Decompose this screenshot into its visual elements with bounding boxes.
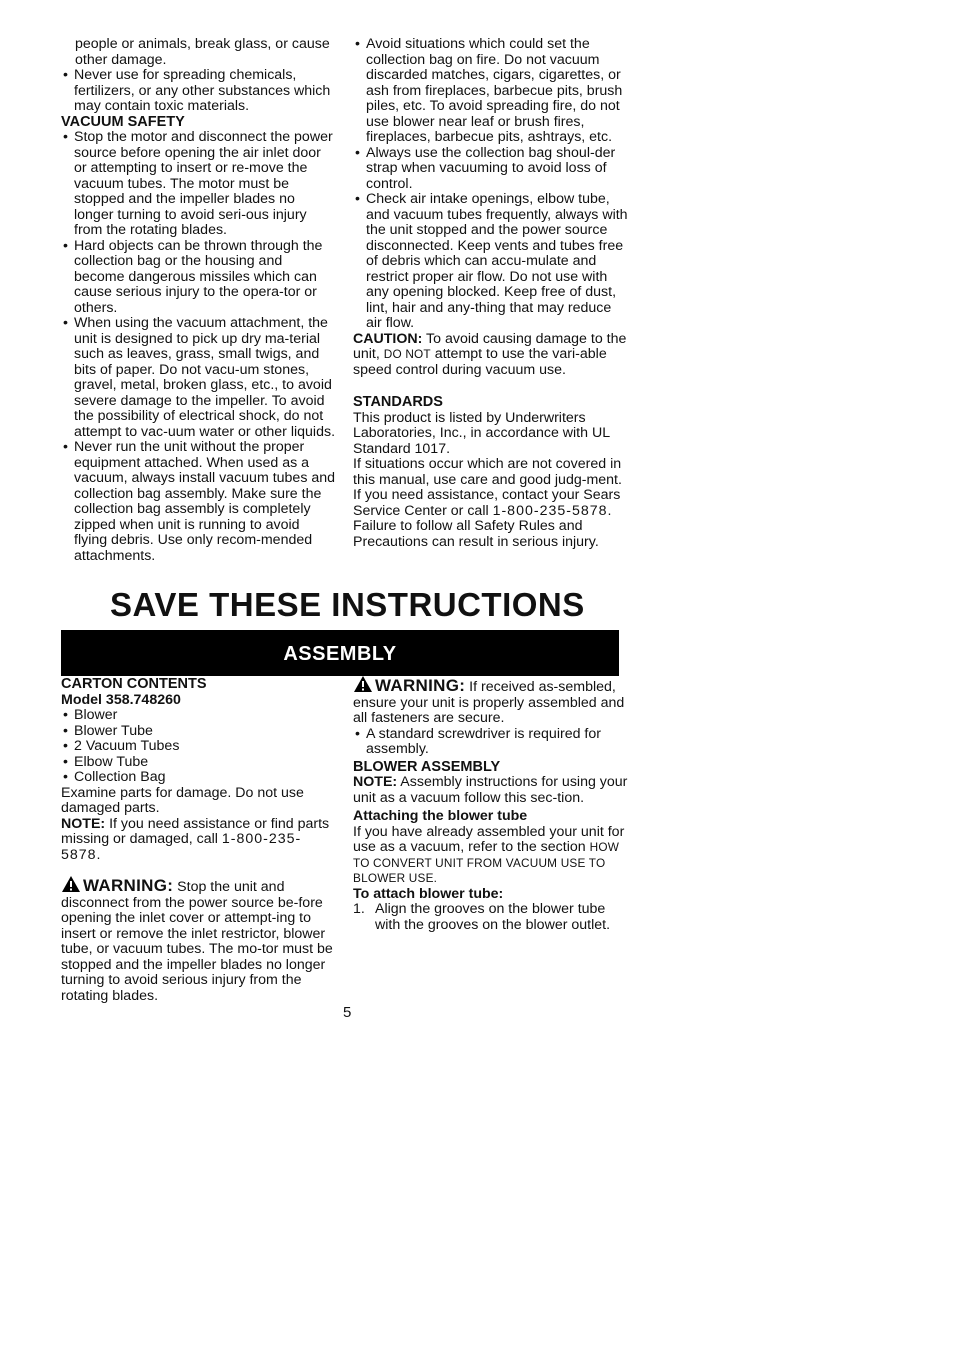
caution-text-b: attempt to use the vari-able speed control during vacuum use. <box>353 346 607 378</box>
list-item: • Check air intake openings, elbow tube, and vacuum tubes frequently, always with the unit stopped and the power source disconnected. Keep vents and tubes free of debris which can accu-mulate and restrict proper air flow. Do not use with any opening blocked. Keep free of dust, lint, hair and any-thing that may reduce air flow. <box>353 192 628 332</box>
list-item: • Hard objects can be thrown through the collection bag or the housing and become dangerous missiles which can cause serious injury to the opera-tor or others. <box>61 239 336 317</box>
note-text: If you need assistance or find parts missing or damaged, call <box>61 815 330 847</box>
bullet-list-a <box>61 68 336 115</box>
note-phone: 1-800-235-5878. <box>61 831 302 863</box>
carton-contents-heading: CARTON CONTENTS <box>61 676 207 692</box>
attaching-heading: Attaching the blower tube <box>353 808 528 824</box>
warning-text: Stop the unit and disconnect from the power source be-fore opening the inlet cover or attempt-ing to insert or remove the inlet restrictor, blower tube, or vacuum tubes. The mo-tor must be stopped and the impeller blades no longer turning to avoid serious injury from the rotating blades. <box>61 879 333 1004</box>
standards-text-a: If situations occur which are not covered in this manual, use care and good judg-ment. If you need assistance, contact your Sears Service Center or call <box>353 456 622 519</box>
caution-label: CAUTION: <box>353 330 423 347</box>
note-paragraph <box>353 775 628 806</box>
continued-text: people or animals, break glass, or cause other damage. <box>75 36 330 68</box>
list-item: • Blower Tube <box>61 724 336 740</box>
model-number: Model 358.748260 <box>61 691 181 708</box>
warning-triangle-icon <box>353 675 373 693</box>
right-column-bottom <box>353 676 628 933</box>
caution-do-not: DO NOT <box>383 347 431 361</box>
steps-list <box>353 902 628 933</box>
list-item: • Avoid situations which could set the collection bag on fire. Do not vacuum discarded matches, cigars, cigarettes, or ash from fireplaces, barbecue pits, brush piles, etc. To avoid spreading fire, do not use blower near leaf or brush fires, fireplaces, barbecue pits, ashtrays, etc. <box>353 37 628 146</box>
note-text: Assembly instructions for using your unit as a vacuum follow this sec-tion. <box>353 774 628 806</box>
attaching-paragraph <box>353 825 628 887</box>
warning-triangle-icon <box>61 875 81 893</box>
list-item: • Always use the collection bag shoul-der strap when vacuuming to avoid loss of control. <box>353 146 628 193</box>
save-instructions-title: SAVE THESE INSTRUCTIONS <box>110 586 585 623</box>
page-number: 5 <box>343 1004 352 1021</box>
attaching-text: If you have already assembled your unit for use as a vacuum, refer to the section <box>353 823 625 855</box>
examine-text: Examine parts for damage. Do not use damaged parts. <box>61 784 304 816</box>
warning-label: WARNING: <box>83 876 174 895</box>
blower-assembly-heading: BLOWER ASSEMBLY <box>353 758 501 775</box>
step-text: Align the grooves on the blower tube with the grooves on the blower outlet. <box>375 901 611 933</box>
warning-label: WARNING: <box>375 676 466 695</box>
list-item: • Collection Bag <box>61 770 336 786</box>
step-item <box>353 902 628 933</box>
warning-paragraph <box>353 675 628 727</box>
assembly-bullet-list <box>353 727 628 758</box>
assembly-banner: ASSEMBLY <box>61 630 619 676</box>
list-item: • Elbow Tube <box>61 755 336 771</box>
standards-heading: STANDARDS <box>353 394 443 410</box>
attaching-reference: HOW TO CONVERT UNIT FROM VACUUM USE TO BLOWER USE. <box>353 840 620 885</box>
list-item: • Blower <box>61 708 336 724</box>
note-label: NOTE: <box>61 815 106 832</box>
note-paragraph <box>61 817 336 864</box>
list-item: • Stop the motor and disconnect the power source before opening the air inlet door or attempting to insert or re-move the vacuum tubes. The motor must be stopped and the impeller blades no longer turning to avoid seri-ous injury from the rotating blades. <box>61 130 336 239</box>
left-column-top <box>61 37 336 564</box>
list-item: • Never use for spreading chemicals, fertilizers, or any other substances which may contain toxic materials. <box>61 68 336 115</box>
list-item: • A standard screwdriver is required for assembly. <box>353 727 628 758</box>
bullet-list-b <box>61 130 336 564</box>
list-item: • Never run the unit without the proper equipment attached. When used as a vacuum, always install vacuum tubes and collection bag assembly. Make sure the collection bag assembly is completely zipped when unit is running to avoid flying debris. Use only recom-mended attachments. <box>61 440 336 564</box>
caution-text-a: To avoid causing damage to the unit, <box>353 330 627 362</box>
bullet-list-c <box>353 37 628 332</box>
step-number: 1. <box>353 901 365 917</box>
standards-paragraph-1: This product is listed by Underwriters Laboratories, Inc., in accordance with UL Standard 1017. <box>353 409 610 457</box>
left-column-bottom <box>61 677 336 1004</box>
caution-paragraph <box>353 332 628 379</box>
to-attach-heading: To attach blower tube: <box>353 885 504 902</box>
standards-text-b: Failure to follow all Safety Rules and Precautions can result in serious injury. <box>353 518 599 550</box>
vacuum-safety-heading: VACUUM SAFETY <box>61 113 185 130</box>
standards-phone: 1-800-235-5878. <box>492 502 613 519</box>
note-label: NOTE: <box>353 774 398 790</box>
right-column-top <box>353 37 628 550</box>
warning-paragraph <box>61 875 336 1004</box>
warning-text: If received as-sembled, ensure your unit is properly assembled and all fasteners are secure. <box>353 679 625 726</box>
list-item: • 2 Vacuum Tubes <box>61 739 336 755</box>
list-item: • When using the vacuum attachment, the unit is designed to pick up dry ma-terial such as leaves, grass, small twigs, and bits of paper. Do not vacu-um stones, gravel, metal, broken glass, etc., to avoid severe damage to the impeller. To avoid the possibility of electrical shock, do not attempt to vac-uum water or other liquids. <box>61 316 336 440</box>
carton-items-list <box>61 708 336 786</box>
standards-paragraph-2 <box>353 457 628 550</box>
